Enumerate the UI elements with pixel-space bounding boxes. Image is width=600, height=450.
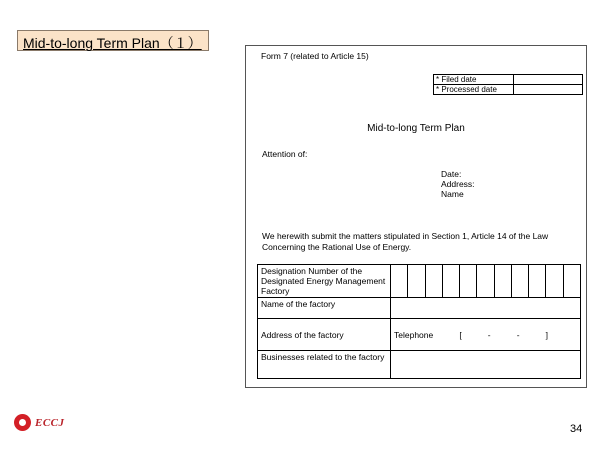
factory-info-table <box>257 264 581 379</box>
designation-number-cells <box>391 265 581 298</box>
attention-label: Attention of: <box>262 149 308 159</box>
filed-date-label: * Filed date <box>434 75 514 85</box>
logo-text: ECCJ <box>35 416 65 429</box>
designation-number-label: Designation Number of the Designated Energy Management Factory <box>258 265 391 298</box>
filed-date-value <box>514 75 583 85</box>
submission-statement: We herewith submit the matters stipulated in Section 1, Article 14 of the Law Concerning the Rational Use of Energy. <box>262 231 549 252</box>
businesses-value <box>391 351 581 379</box>
form-number-label: Form 7 (related to Article 15) <box>261 51 369 61</box>
eccj-logo-icon <box>14 414 31 431</box>
date-address-name-block <box>441 169 475 199</box>
factory-address-label: Address of the factory <box>258 319 391 351</box>
page-number: 34 <box>570 423 583 435</box>
telephone-label: Telephone <box>394 330 434 340</box>
form-document <box>245 45 587 388</box>
name-label: Name <box>441 189 464 199</box>
slide-title-box <box>17 30 209 51</box>
slide-title: Mid-to-long Term Plan（１） <box>23 35 202 51</box>
eccj-logo <box>14 414 65 431</box>
form-title: Mid-to-long Term Plan <box>367 123 465 134</box>
processed-date-label: * Processed date <box>434 85 514 95</box>
date-label: Date: <box>441 169 462 179</box>
factory-name-value <box>391 298 581 319</box>
factory-name-label: Name of the factory <box>258 298 391 319</box>
telephone-open-bracket: [ <box>459 330 462 340</box>
businesses-label: Businesses related to the factory <box>258 351 391 379</box>
filed-date-table <box>433 74 583 95</box>
address-label: Address: <box>441 179 475 189</box>
telephone-separator-1: - <box>487 330 491 340</box>
factory-address-value <box>391 319 581 351</box>
processed-date-value <box>514 85 583 95</box>
telephone-close-bracket: ] <box>545 330 548 340</box>
telephone-line <box>394 330 548 340</box>
telephone-separator-2: - <box>516 330 520 340</box>
